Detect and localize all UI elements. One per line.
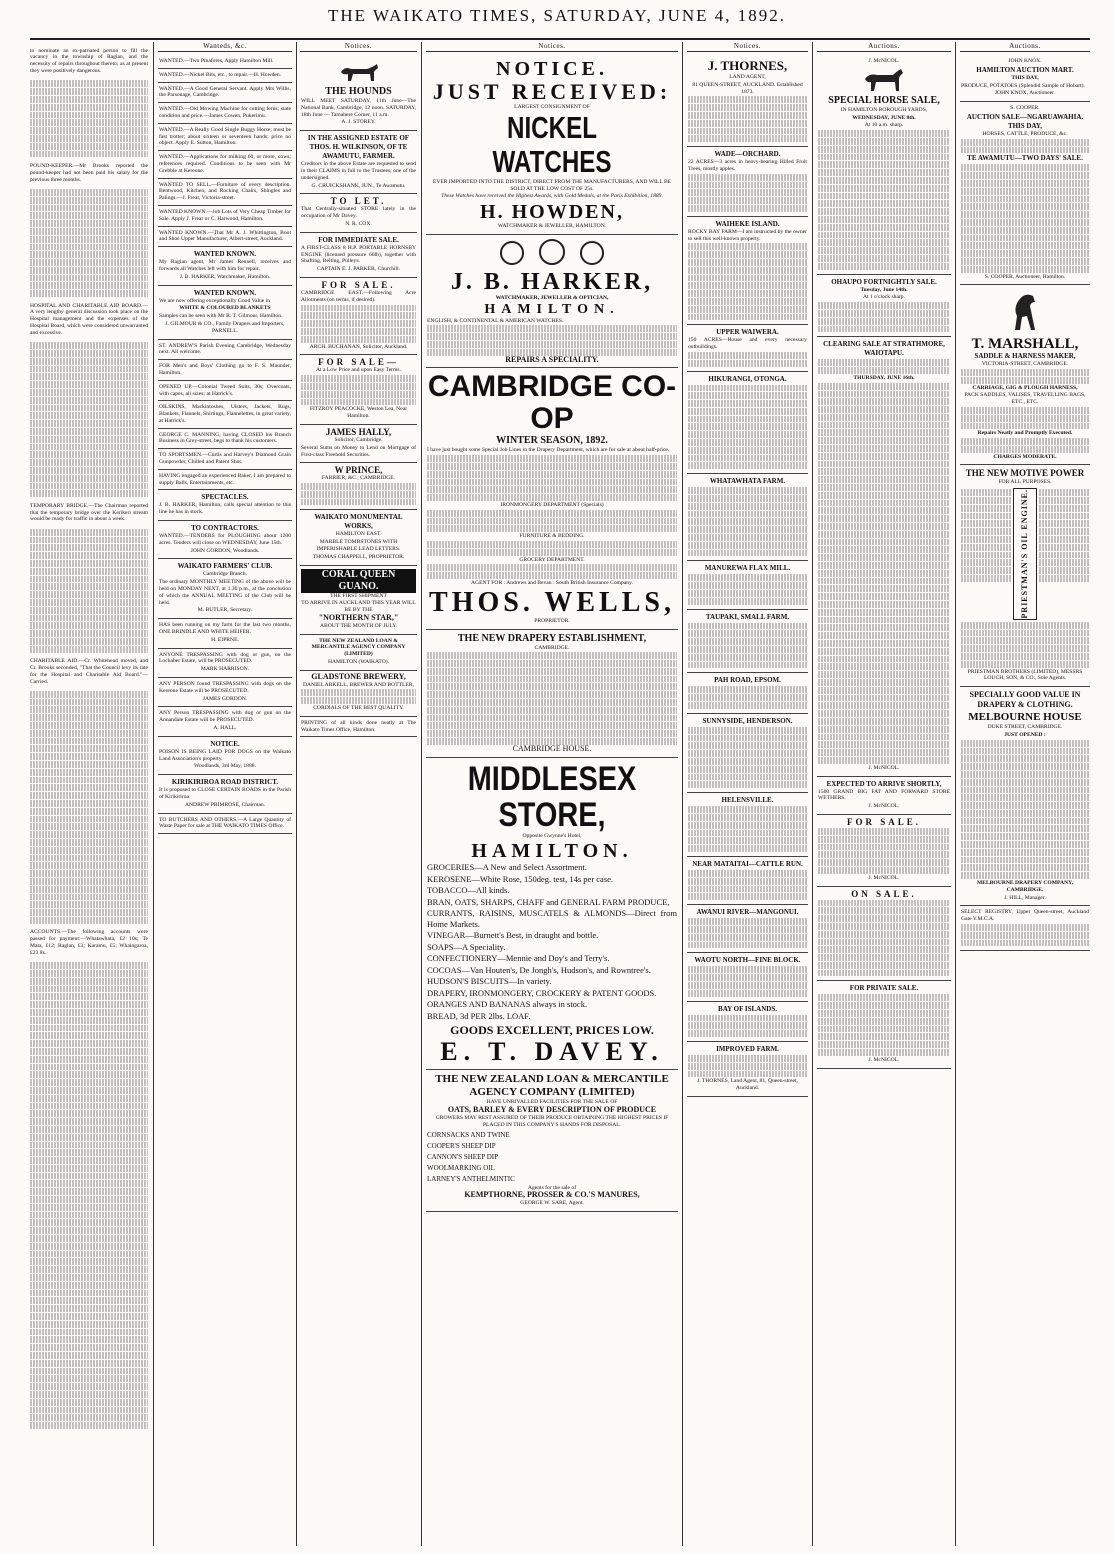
ad-signature: ARCH. BUCHANAN, Solicitor, Auckland. <box>309 343 408 350</box>
column-heading: Notices. <box>426 42 678 52</box>
ad-body: J. B. HARKER, Hamilton, calls special attention to this line he has in stock. <box>159 502 291 516</box>
ad-subheading: DUKE STREET, CAMBRIDGE. <box>987 724 1063 731</box>
ad-signature: A. HALL. <box>213 725 237 731</box>
listing-heading: UPPER WAIWERA. <box>716 328 779 337</box>
ad-heading: NOTICE. <box>210 739 240 748</box>
column-divider <box>682 42 683 1546</box>
masthead-rule <box>30 38 1090 40</box>
ad-heading: T. MARSHALL, <box>971 336 1079 353</box>
for-sale-ad <box>300 278 417 355</box>
oil-engine-ad <box>960 465 1090 687</box>
for-sale-ad <box>817 815 951 887</box>
product-line: CONFECTIONERY—Mennie and Doy's and Terry's. <box>427 953 610 964</box>
auctioneer: S. COOPER. <box>1010 105 1040 112</box>
ad-body: ANY PERSON found TRESPASSING with dogs on the Kereone Estate will be PROSECUTED. <box>159 681 291 694</box>
ad-time: At 1 o'clock sharp. <box>862 294 906 301</box>
ad-heading: NICKEL WATCHES <box>492 109 612 179</box>
property-listing <box>687 793 808 857</box>
listing-heading: HIKURANGI, OTONGA. <box>708 374 787 383</box>
ad-heading: SPECTACLES. <box>201 493 249 502</box>
ad-heading: NOTICE. <box>496 58 608 80</box>
paragraph: to nominate an ex-patriated person to fill the vacancy in the township of Raglan, and the necessity of repairs throughout thereto; as at present they were positively dangerous. <box>30 47 148 74</box>
watch-icon <box>427 238 677 266</box>
ad-heading: FOR PRIVATE SALE. <box>849 984 919 993</box>
estate-notice-ad <box>300 131 417 194</box>
classified-ad: WANTED KNOWN.—That Mr A. J. Whittington, Boot and Shoe Upper Manufacturer, Albert-street, Auckland. <box>158 227 292 248</box>
ohaupo-sale-ad <box>817 275 951 338</box>
ad-signature: Woodlands, 3rd May, 1888. <box>194 763 256 770</box>
ad-body: PRODUCE, POTATOES (Splendid Sample of Hobart). <box>961 82 1085 89</box>
ad-subheading: FURNITURE & BEDDING. <box>519 533 585 540</box>
ad-signature: J. HILL, Manager. <box>1004 894 1046 901</box>
ad-heading: CORAL QUEEN GUANO. <box>301 569 416 593</box>
ad-signature: THOMAS CHAPPELL, PROPRIETOR. <box>312 553 405 560</box>
listing-heading: SUNNYSIDE, HENDERSON. <box>702 716 793 725</box>
column-divider <box>296 42 297 1546</box>
horse-icon <box>1005 290 1045 334</box>
ad-subheading: CAMBRIDGE. <box>534 644 570 651</box>
ad-body: OATS, BARLEY & EVERY DESCRIPTION OF PRODUCE <box>447 1105 657 1115</box>
column-heading: Wanteds, &c. <box>158 42 292 52</box>
column-heading: Auctions. <box>960 42 1090 52</box>
ad-body: MARBLE TOMBSTONES WITH IMPERISHABLE LEAD LETTERS. <box>316 539 401 553</box>
ad-subheading: HAMILTON. <box>484 301 620 317</box>
trespass-ad <box>158 707 292 736</box>
ad-body: 81 QUEEN-STREET, AUCKLAND. Established 1873. <box>692 81 803 95</box>
ad-subheading: VICTORIA-STREET, CAMBRIDGE. <box>981 361 1069 368</box>
ad-subheading: FOR ALL PURPOSES. <box>998 479 1052 486</box>
ad-subheading: JUST OPENED : <box>1004 731 1046 738</box>
ad-subheading: PROPRIETOR. <box>534 617 570 624</box>
listing-body: ROCKY BAY FARM—I am instructed by the owner to sell this well-known property. <box>688 228 807 242</box>
ad-heading: THOS. WELLS, <box>429 586 675 618</box>
ad-date: Tuesday, June 14th. <box>860 286 908 293</box>
ad-signature: JAMES GORDON. <box>202 695 248 702</box>
cooperative-ad <box>426 368 678 629</box>
ad-heading: THE NEW ZEALAND LOAN & MERCANTILE AGENCY COMPANY (LIMITED) <box>435 1073 669 1099</box>
ad-signature: JOHN KNOX, Auctioneer. <box>994 90 1056 97</box>
product-line: HUDSON'S BISCUITS—In variety. <box>427 976 552 987</box>
column-land-agent <box>687 42 808 1546</box>
ngaruawahia-sale-ad <box>960 102 1090 285</box>
jeweller-ad <box>426 235 678 368</box>
listing-heading: WHATAWHATA FARM. <box>709 477 786 486</box>
solicitor-ad <box>300 425 417 463</box>
ad-body: At a Low Price and upon Easy Terms. <box>316 367 401 374</box>
ad-date: THURSDAY, JUNE 16th. <box>853 374 915 381</box>
classified-ad: HAVING engaged an experienced Baker, I am prepared to supply Balls, Entertainments, etc. <box>158 470 292 491</box>
road-district-ad <box>158 775 292 813</box>
wanted-known-ad <box>158 286 292 340</box>
ad-subheading: HAMILTON (WAIKATO). <box>327 659 390 666</box>
dog-icon <box>337 60 381 84</box>
ad-signature: JOHN GORDON, Woodlands. <box>190 547 260 554</box>
product-line: COOPER'S SHEEP DIP <box>427 1141 496 1150</box>
ad-body: Creditors in the above Estate are requested to send in their CLAIMS in full to the Trustees, one of the undersigned. <box>301 161 416 181</box>
ad-slogan: GOODS EXCELLENT, PRICES LOW. <box>450 1023 654 1038</box>
ad-signature: H. EIPRNE. <box>211 636 239 643</box>
ad-body: HORSES, CATTLE, PRODUCE, &c. <box>982 130 1068 137</box>
ad-heading: MIDDLESEX STORE, <box>467 759 637 834</box>
classified-ad: TO SPORTSMEN.—Curtis and Harvey's Diamond Grain Gunpowder, Chilled and Patent Shot. <box>158 449 292 470</box>
property-listing <box>687 673 808 713</box>
printing-ad: PRINTING of all kinds done neatly at The Waikato Times Office, Hamilton. <box>300 717 417 738</box>
ad-heading: THE HOUNDS <box>325 86 392 97</box>
product-line: ORANGES AND BANANAS always in stock. <box>427 999 588 1010</box>
ad-heading: CAMBRIDGE CO-OP <box>427 370 677 436</box>
ad-heading: FOR SALE. <box>321 279 396 290</box>
listing-heading: BAY OF ISLANDS. <box>718 1004 777 1013</box>
classified-ad: WANTED.—Two Pinafores, Apply Hamilton Mill. <box>158 55 292 69</box>
loan-agency-ad <box>300 635 417 671</box>
ad-subheading: SADDLE & HARNESS MAKER, <box>974 352 1076 361</box>
classified-ad: WANTED KNOWN.—Job Lots of Very Cheap Timber for Sale. Apply J. Frear or C. Harwood, Hamilton. <box>158 206 292 227</box>
ad-subheading: GROCERY DEPARTMENT. <box>519 556 585 563</box>
ad-heading: GLADSTONE BREWERY, <box>311 671 406 681</box>
ad-signature: ANDREW PRIMROSE, Chairman. <box>184 801 266 808</box>
ad-body: PACK SADDLES, VALISES, TRAVELLING BAGS, ETC., ETC. <box>964 392 1086 406</box>
ad-body: EVER IMPORTED INTO THE DISTRICT, DIRECT FROM THE MANUFACTURERS, AND WILL BE SOLD AT THE LOW COST OF 25s. <box>432 178 672 192</box>
ad-subheading: LAND AGENT, <box>729 74 766 80</box>
property-listing <box>687 610 808 674</box>
ad-signature: G. CRUICKSHANK, JUN., Te Awamutu. <box>311 182 406 189</box>
ad-heading: THE NEW ZEALAND LOAN & MERCANTILE AGENCY COMPANY (LIMITED) <box>311 637 406 658</box>
product-line: GROCERIES—A New and Select Assortment. <box>427 862 587 873</box>
auctioneer: J. McNICOL. <box>868 58 900 64</box>
listing-heading: WAIHEKE ISLAND. <box>715 219 780 228</box>
ad-heading: H. HOWDEN, <box>480 201 624 224</box>
ad-heading: IN THE ASSIGNED ESTATE OF THOS. H. WILKINSON, OF TE AWAMUTU, FARMER. <box>307 134 410 161</box>
property-listing <box>687 561 808 609</box>
property-listing <box>687 217 808 326</box>
ad-heading: ON SALE. <box>851 888 917 899</box>
column-heading: Notices. <box>300 42 417 52</box>
ad-heading: FOR SALE. <box>846 816 921 827</box>
ad-body: GROWERS MAY REST ASSURED OF THEIR PRODUCE OBTAINING THE HIGHEST PRICES IF PLACED IN THIS COMPANY'S HANDS FOR DISPOSAL. <box>435 1115 669 1128</box>
on-sale-ad <box>817 887 951 982</box>
ad-body: POISON IS BEING LAID FOR DOGS on the Waikato Land Association's property. <box>159 748 291 762</box>
ad-signature: FITZROY PEACOCKE, Weston Lea, Near Hamilton. <box>309 406 408 420</box>
ad-subheading: WINTER SEASON, 1892. <box>496 435 608 447</box>
classified-ad: OPENED UP.—Colonial Tweed Suits, 30s; Overcoats, with capes, all sizes; at Hatrick's. <box>158 381 292 402</box>
masthead: THE WAIKATO TIMES, SATURDAY, JUNE 4, 1892. <box>327 6 787 25</box>
column-auctions-1 <box>817 42 951 1546</box>
classified-ad: WANTED.—A Really Good Single Buggy Horse; must be fast trotter; about sixteen or seventeen hands; price no object. Apply E. Sutton, Hamilton. <box>158 124 292 151</box>
ad-body: A FIRST-CLASS 8 H.P. PORTABLE HORNSBY ENGINE (licensed pressure 60lb), together with Shafting, Belting, Pulleys. <box>301 244 416 265</box>
hounds-ad <box>300 55 417 131</box>
product-line: CANNON'S SHEEP DIP <box>427 1152 499 1161</box>
registry-ad <box>960 906 1090 951</box>
ad-body: ENGLISH, & CONTINENTAL & AMERICAN WATCHES. <box>427 317 564 324</box>
ad-subheading: FARRIER, &C., CAMBRIDGE. <box>321 475 396 482</box>
for-sale-ad <box>300 355 417 425</box>
ad-subheading: WATCHMAKER & JEWELLER, HAMILTON. <box>497 223 607 230</box>
ad-subheading: Opposite Gwynne's Hotel, <box>522 832 582 839</box>
ad-body: Several Sums on Money to Lend on Mortgage of First-class Freehold Securities. <box>301 444 416 458</box>
auctioneer: JOHN KNOX. <box>1008 58 1042 64</box>
classified-ad: ST. ANDREW'S Parish Evening Cambridge, Wednesday next. All welcome. <box>158 340 292 361</box>
ad-heading: CLEARING SALE AT STRATHMORE, WAIOTAPU. <box>823 340 945 358</box>
ad-heading: OHAUPO FORTNIGHTLY SALE. <box>831 277 937 286</box>
ad-feature: WHITE & COLOURED BLANKETS <box>179 305 271 312</box>
ad-heading: AUCTION SALE—NGARUAWAHIA. THIS DAY, <box>966 112 1084 130</box>
ad-date: THIS DAY, <box>1011 74 1039 81</box>
ad-subheading: WATCHMAKER, JEWELLER & OPTICIAN, <box>495 294 609 301</box>
classified-ad: WANTED.—A Good General Servant. Apply Mrs Willis, the Parsonage, Cambridge. <box>158 83 292 104</box>
ad-heading: WAIKATO FARMERS' CLUB. <box>177 562 273 571</box>
ad-signature: N. R. COX. <box>345 220 372 227</box>
listing-heading: WADE—ORCHARD. <box>714 150 781 159</box>
property-listing <box>687 714 808 793</box>
ad-heading: J. THORNES, <box>707 58 788 73</box>
ad-signature: J. THORNES, Land Agent, 81, Queen-street, Auckland. <box>697 1078 798 1092</box>
contractors-ad <box>158 521 292 559</box>
column-divider <box>812 42 813 1546</box>
listing-heading: TAUPAKI, SMALL FARM. <box>705 612 790 621</box>
classified-ad: WANTED.—Nickel Bits, etc., to repair.—H. Howden. <box>158 69 292 83</box>
classified-ad: WANTED.—Old Mowing Machine for cutting ferns; state condition and price.—James Cowen, Pukerimu. <box>158 103 292 124</box>
auction-mart-ad <box>960 55 1090 102</box>
ad-body: CHARGES MODERATE. <box>993 453 1057 460</box>
property-listing <box>687 372 808 475</box>
ad-subheading: CAMBRIDGE HOUSE. <box>512 743 592 753</box>
product-line: BRAN, OATS, SHARPS, CHAFF and GENERAL FARM PRODUCE, <box>427 896 670 907</box>
ad-heading: E. T. DAVEY. <box>440 1037 664 1067</box>
loan-mercantile-ad <box>426 1070 678 1212</box>
ad-body: WANTED.—TENDERS for PLOUGHING about 1200 acres. Tenders will close on WEDNESDAY, June 15th. <box>159 533 291 546</box>
ad-body: REPAIRS A SPECIALITY. <box>505 354 599 364</box>
brewery-ad <box>300 671 417 717</box>
property-listing <box>687 905 808 953</box>
listing-heading: NEAR MATAITAI—CATTLE RUN. <box>692 859 803 868</box>
ad-body: WILL MEET SATURDAY, 11th June—The National Bank, Cambridge, 12 noon. SATURDAY, 18th June — Tamahere Corner, 11 a.m. <box>301 98 416 118</box>
ad-heading: W PRINCE, <box>334 465 383 476</box>
classified-ad: FOR Men's and Boys' Clothing go to F. S. Maunder, Hamilton. <box>158 360 292 381</box>
auctioneer: J. McNICOL. <box>868 874 900 881</box>
listing-heading: HELENSVILLE. <box>721 796 774 805</box>
ad-body: It is proposed to CLOSE CERTAIN ROADS in the Parish of Kirikiriroa. <box>159 787 291 800</box>
ad-heading: TO LET. <box>330 196 387 207</box>
product-line: SOAPS—A Speciality. <box>427 941 506 952</box>
middlesex-store-ad <box>426 758 678 1071</box>
column-heading: Notices. <box>687 42 808 52</box>
property-listing <box>687 1042 808 1097</box>
engine-title: PRIESTMAN'S OIL ENGINE. <box>1019 489 1029 619</box>
listing-heading: WAOTU NORTH—FINE BLOCK. <box>694 956 801 965</box>
paragraph: HOSPITAL AND CHARITABLE AID BOARD.—A very lengthy general discussion took place on the Hospital management and the expenses of the Hospital Board, which were considered unwarranted and excessive. <box>30 302 148 336</box>
private-sale-ad <box>817 981 951 1068</box>
ad-heading: SPECIAL HORSE SALE, <box>828 94 940 106</box>
paragraph: TEMPORARY BRIDGE.—The Chairman reported that the temporary bridge over the Kerikeri stream would be ready for traffic in about a week. <box>30 502 148 523</box>
column-divider <box>153 42 154 1546</box>
ad-body: ANY Person TRESPASSING with dog or gun on the Annandale Estate will be PROSECUTED. <box>159 710 291 724</box>
ad-signature: S. COOPER, Auctioneer, Hamilton. <box>984 273 1066 280</box>
ad-body: Agents for the sale of <box>527 1184 577 1191</box>
classified-ad: GEORGE C. MANNING, having CLOSED his Branch Business in Grey-street, begs to thank his customers. <box>158 429 292 450</box>
column-divider <box>955 42 956 1546</box>
immediate-sale-ad <box>300 233 417 278</box>
product-line: TOBACCO—All kinds. <box>427 885 510 896</box>
guano-ad <box>300 566 417 635</box>
column-heading: Auctions. <box>817 42 951 52</box>
property-listing <box>687 147 808 217</box>
ad-body: TO ARRIVE IN AUCKLAND THIS YEAR WILL BE BY THE <box>301 600 416 614</box>
ad-signature: A. J. STOREY. <box>341 119 376 126</box>
column-wanteds <box>158 42 292 1546</box>
wethers-ad <box>817 777 951 815</box>
auctioneer: J. McNICOL. <box>868 764 900 771</box>
product-line: VINEGAR—Burnett's Best, in draught and bottle. <box>427 930 599 941</box>
ad-heading: WANTED KNOWN. <box>193 288 257 297</box>
farmers-club-ad <box>158 559 292 619</box>
ad-body: I have just bought some Special Job Lines in the Drapery Department, which are for sale at about half-price. <box>427 447 670 454</box>
ad-heading: MELBOURNE HOUSE <box>968 711 1082 724</box>
ad-body: Repairs Neatly and Promptly Executed. <box>977 430 1073 437</box>
ad-body: The ordinary MONTHLY MEETING of the above will be held on MONDAY NEXT, at 1.30 p.m., at the conclusion of which the ANNUAL MEETING of the Club will be held. <box>159 579 291 606</box>
ad-heading: JUST RECEIVED: <box>432 79 672 104</box>
farrier-ad <box>300 463 417 510</box>
saddle-maker-ad <box>960 285 1090 465</box>
property-listing <box>687 325 808 371</box>
classified-ad: OILSKINS, Mackintoshes, Ulsters, Jackets, Rugs, Blankets, Flannels, Shirtings, Flannelettes, in great variety, at Hatrick's. <box>158 401 292 428</box>
ad-heading: WAIKATO MONUMENTAL WORKS, <box>314 513 403 531</box>
paragraph: ACCOUNTS.—The following accounts were passed for payment:—Whatawhata, £2 10s; Te Mata, £12; Raglan, £3; Karamu, £5; Whaingaroa, £23 8s. <box>30 929 148 956</box>
ad-heading: JAMES HALLY, <box>325 426 392 437</box>
auctioneer: J. McNICOL. <box>868 803 900 810</box>
ad-heading: FOR IMMEDIATE SALE. <box>318 235 399 244</box>
ad-heading: MELBOURNE DRAPERY COMPANY, CAMBRIDGE. <box>976 880 1074 893</box>
ad-body: My Raglan agent, Mr James Rennell, receives and forwards all Watches left with him for repair. <box>159 259 291 272</box>
property-listing <box>687 857 808 905</box>
ad-heading: THE NEW MOTIVE POWER <box>965 468 1085 479</box>
horse-icon <box>859 67 909 93</box>
ad-heading: TO CONTRACTORS. <box>191 524 259 533</box>
ad-body: CARRIAGE, GIG & PLOUGH HARNESS, <box>972 384 1078 391</box>
product-line: DRAPERY, IRONMONGERY, CROCKERY & PATENT GOODS. <box>427 987 657 998</box>
ad-body: KEMPTHORNE, PROSSER & CO.'S MANURES, <box>464 1190 640 1200</box>
ad-heading: SPECIALLY GOOD VALUE IN DRAPERY & CLOTHING. <box>969 690 1081 710</box>
horse-sale-ad <box>817 55 951 275</box>
monumental-works-ad <box>300 510 417 565</box>
spectacles-ad <box>158 490 292 521</box>
ad-body: CORDIALS OF THE BEST QUALITY. <box>313 705 404 712</box>
ad-heading: WANTED KNOWN. <box>193 250 257 259</box>
ad-heading: KIRIKIRIROA ROAD DISTRICT. <box>171 778 279 787</box>
ad-subheading: LARGEST CONSIGNMENT OF <box>514 104 590 110</box>
ad-signature: J. B. HARKER, Watchmaker, Hamilton. <box>179 273 271 280</box>
column-council-report <box>30 42 148 1546</box>
ad-heading: FOR SALE— <box>318 357 399 368</box>
product-line: LARNEY'S ANTHELMINTIC <box>427 1174 515 1183</box>
ad-body: That Centrally-situated STORE lately in the occupation of Mr Davey. <box>301 206 416 220</box>
ship-name: "NORTHERN STAR," <box>318 613 399 623</box>
product-line: KEROSENE—White Rose, 150deg. test, 14s per case. <box>427 873 614 884</box>
land-agent-ad <box>687 55 808 147</box>
column-auctions-2 <box>960 42 1090 1546</box>
trespass-ad <box>158 649 292 678</box>
classified-ad: WANTED TO SELL.—Furniture of every description. Bentwood, Kitchen, and Rocking Chairs, Shingles and Palings.—J. Frear, Victoria-street. <box>158 179 292 206</box>
stray-heifer-ad <box>158 619 292 648</box>
ad-subheading: DANIEL ARKELL, BREWER AND BOTTLER, <box>302 681 415 688</box>
listing-heading: IMPROVED FARM. <box>716 1044 779 1053</box>
property-listing <box>687 1002 808 1042</box>
ad-body: 1500 GRAND BIG FAT AND FORWARD STORE WETHERS. <box>818 788 950 802</box>
product-line: BREAD, 3d PER 2lbs. LOAF. <box>427 1010 531 1021</box>
ad-body: These Watches have received the Highest Awards, with Gold Medals, at the Paris Exhibition, 1889. <box>441 193 663 200</box>
listing-heading: MANUREWA FLAX MILL. <box>704 564 791 573</box>
clearing-sale-ad <box>817 337 951 776</box>
column-notices-2 <box>426 42 678 1546</box>
ad-subheading: Solicitor, Cambridge. <box>334 436 383 443</box>
ad-heading: J. B. HARKER, <box>450 268 654 295</box>
listing-heading: AWANUI RIVER—MANGONUI. <box>696 908 799 917</box>
ad-subheading: HAMILTON EAST. <box>335 531 382 538</box>
melbourne-house-ad <box>960 687 1090 906</box>
ad-subheading: THE FIRST SHIPMENT <box>330 592 387 599</box>
ad-heading: HAMILTON. <box>471 840 633 863</box>
product-line: WOOLMARKING OIL <box>427 1163 495 1172</box>
listing-heading: PAH ROAD, EPSOM. <box>714 676 781 685</box>
ad-body: ANYONE TRESPASSING with dog or gun, on the Lochaber Estate, will be PROSECUTED. <box>159 651 291 665</box>
ad-subheading: Cambridge Branch. <box>203 571 247 578</box>
ad-heading: THE NEW DRAPERY ESTABLISHMENT, <box>457 632 647 644</box>
ad-body: We are now offering exceptionally Good Value in <box>159 297 271 304</box>
ad-heading: EXPECTED TO ARRIVE SHORTLY, <box>826 779 942 788</box>
ad-heading: TE AWAMUTU—TWO DAYS' SALE. <box>967 154 1083 163</box>
classified-ad: WANTED.—Applications for milking 60, or more, cows; references required. Conditions to be seen with Mr Grebble at Kereone. <box>158 151 292 178</box>
ad-signature: PRIESTMAN BROTHERS (LIMITED), MESSRS LOUCH, SON, & CO., Sole Agents. <box>967 668 1083 682</box>
watches-ad <box>426 55 678 235</box>
property-listing <box>687 953 808 1001</box>
ad-body: SELECT REGISTRY, Upper Queen-street, Auckland Gate Y.M.C.A. <box>961 909 1089 923</box>
ad-body: HAS been running on my farm for the last two months, ONE BRINDLE AND WHITE HEIFER. <box>159 622 291 636</box>
product-line: CORNSACKS AND TWINE <box>427 1130 510 1139</box>
classified-ad: TO BUTCHERS AND OTHERS.—A Large Quantity of Waste Paper for sale at THE WAIKATO TIMES Office. <box>158 814 292 835</box>
ad-time: At 10 a.m. sharp. <box>864 122 904 129</box>
ad-signature: M. BUTLER, Secretary. <box>197 607 253 614</box>
auctioneer: J. McNICOL. <box>868 1056 900 1063</box>
product-line: CURRANTS, RAISINS, MUSCATELS & ALMONDS—Direct from Home Markets. <box>427 908 677 929</box>
paragraph: POUND-KEEPER.—Mr Brooks reported the pound-keeper had not been paid his salary for the previous three months. <box>30 162 148 183</box>
poison-notice-ad <box>158 737 292 775</box>
ad-body: CAMBRIDGE EAST.—Following Acre Allotments (on terms, if desired). <box>301 289 416 303</box>
ad-signature: GEORGE W. SARE, Agent. <box>520 1200 584 1207</box>
drapery-ad <box>426 630 678 758</box>
wanted-known-ad <box>158 247 292 285</box>
ad-subheading: HAVE UNRIVALLED FACILITIES FOR THE SALE OF <box>486 1099 618 1106</box>
ad-body: ABOUT THE MONTH OF JULY. <box>320 622 397 629</box>
ad-signature: CAPTAIN E. J. PARKER, Churchill. <box>316 266 401 273</box>
ad-subheading: IN HAMILTON BOROUGH YARDS, <box>840 106 928 113</box>
column-divider <box>421 42 422 1546</box>
trespass-ad <box>158 678 292 707</box>
ad-subheading: IRONMONGERY DEPARTMENT (Specials) <box>500 501 604 508</box>
ad-body: AGENT FOR : Andrews and Bevan : South British Insurance Company. <box>471 579 633 586</box>
product-line: COCOAS—Van Houten's, De Jongh's, Hudson's, and Rowntree's. <box>427 964 651 975</box>
listing-body: 22 ACRES—3 acres in heavy-bearing Hilled Fruit Trees, mostly apples. <box>688 159 807 172</box>
to-let-ad <box>300 194 417 232</box>
listing-body: 150 ACRES—House and every necessary outbuildings. <box>688 337 807 351</box>
ad-body: Samples can be seen with Mr R. T. Gilmour, Hamilton. <box>159 313 283 320</box>
column-notices-1 <box>300 42 417 1546</box>
property-listing <box>687 474 808 561</box>
ad-signature: MARK HARRISON. <box>200 666 250 673</box>
ad-date: WEDNESDAY, JUNE 8th. <box>852 114 916 121</box>
ad-signature: J. GILMOUR & CO., Family Drapers and Importers, PARNELL. <box>165 320 285 334</box>
paragraph: CHARITABLE AID.—Cr. Whitehead moved, and Cr. Brooks seconded, "That the Council levy its rate for the Hospital and Charitable Aid Board."—Carried. <box>30 658 148 685</box>
ad-heading: HAMILTON AUCTION MART. <box>976 65 1074 74</box>
